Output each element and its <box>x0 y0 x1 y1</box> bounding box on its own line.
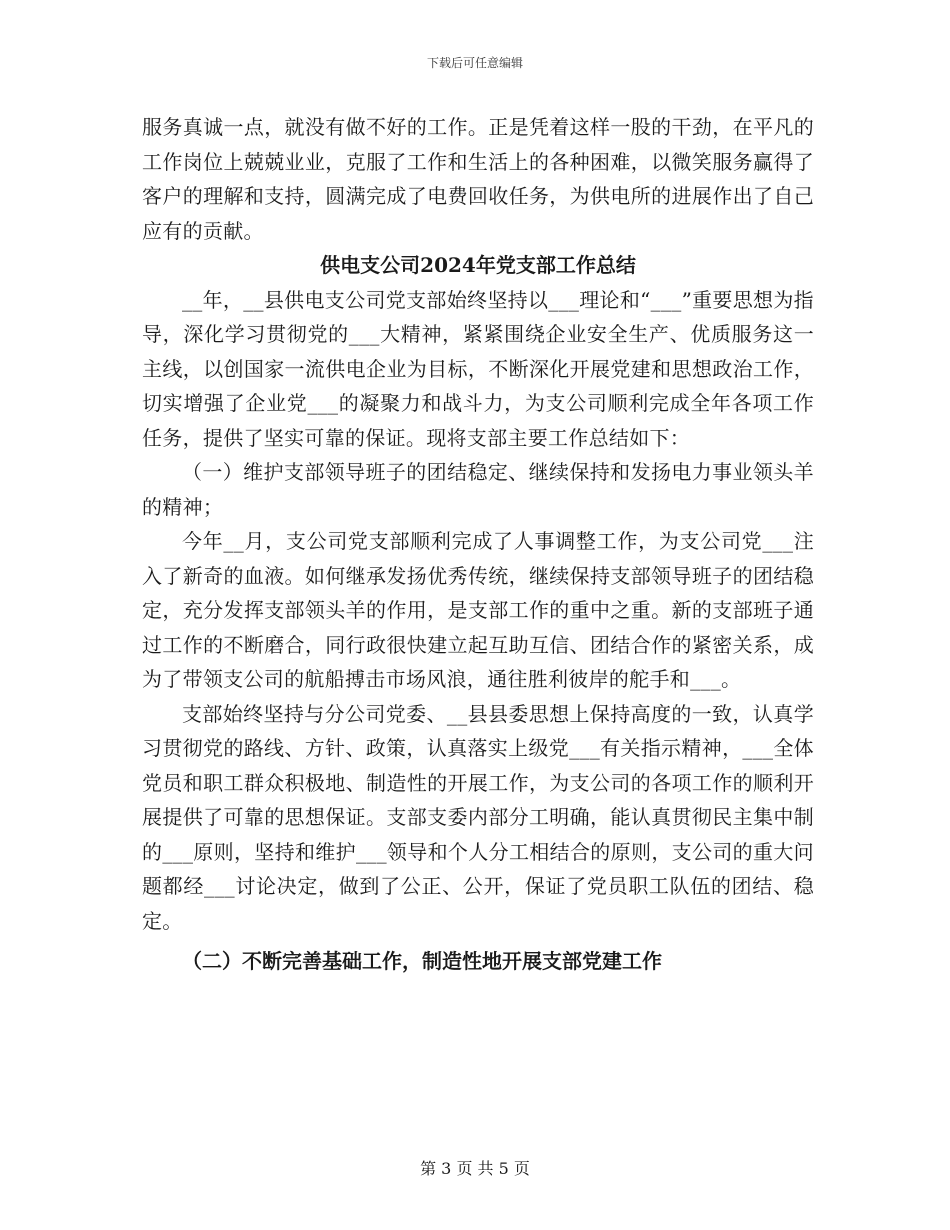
paragraph-continuation: 服务真诚一点，就没有做不好的工作。正是凭着这样一股的干劲，在平凡的工作岗位上兢兢业业，克服了工作和生活上的各种困难，以微笑服务赢得了客户的理解和支持，圆满完成了电费回收任务，为供电所的进展作出了自己应有的贡献。 <box>142 115 814 243</box>
section-heading-1: （一）维护支部领导班子的团结稳定、继续保持和发扬电力事业领头羊的精神； <box>142 460 814 519</box>
section-heading-2: （二）不断完善基础工作，制造性地开展支部党建工作 <box>182 949 662 973</box>
paragraph-alignment: 支部始终坚持与分公司党委、__县县委思想上保持高度的一致，认真学习贯彻党的路线、方针、政策，认真落实上级党___有关指示精神，___全体党员和职工群众积极地、制造性的开展工作，为支公司的各项工作的顺利开展提供了可靠的思想保证。支部支委内部分工明确，能认真贯彻民主集中制的___原则，坚持和维护___领导和个人分工相结合的原则，支公司的重大问题都经___讨论决定，做到了公正、公开，保证了党员职工队伍的团结、稳定。 <box>142 701 814 933</box>
document-body <box>142 110 814 979</box>
page-number: 第 3 页 共 5 页 <box>420 1159 530 1178</box>
page-header-note: 下载后可任意编辑 <box>426 56 523 70</box>
document-title: 供电支公司2024年党支部工作总结 <box>320 253 636 277</box>
paragraph-personnel: 今年__月，支公司党支部顺利完成了人事调整工作，为支公司党___注入了新奇的血液。如何继承发扬优秀传统，继续保持支部领导班子的团结稳定，充分发挥支部领头羊的作用，是支部工作的重中之重。新的支部班子通过工作的不断磨合，同行政很快建立起互助互信、团结合作的紧密关系，成为了带领支公司的航船搏击市场风浪，通往胜利彼岸的舵手和___。 <box>142 529 814 691</box>
paragraph-intro: __年，__县供电支公司党支部始终坚持以___理论和“___”重要思想为指导，深化学习贯彻党的___大精神，紧紧围绕企业安全生产、优质服务这一主线，以创国家一流供电企业为目标，不断深化开展党建和思想政治工作，切实增强了企业党___的凝聚力和战斗力，为支公司顺利完成全年各项工作任务，提供了坚实可靠的保证。现将支部主要工作总结如下： <box>142 287 814 450</box>
